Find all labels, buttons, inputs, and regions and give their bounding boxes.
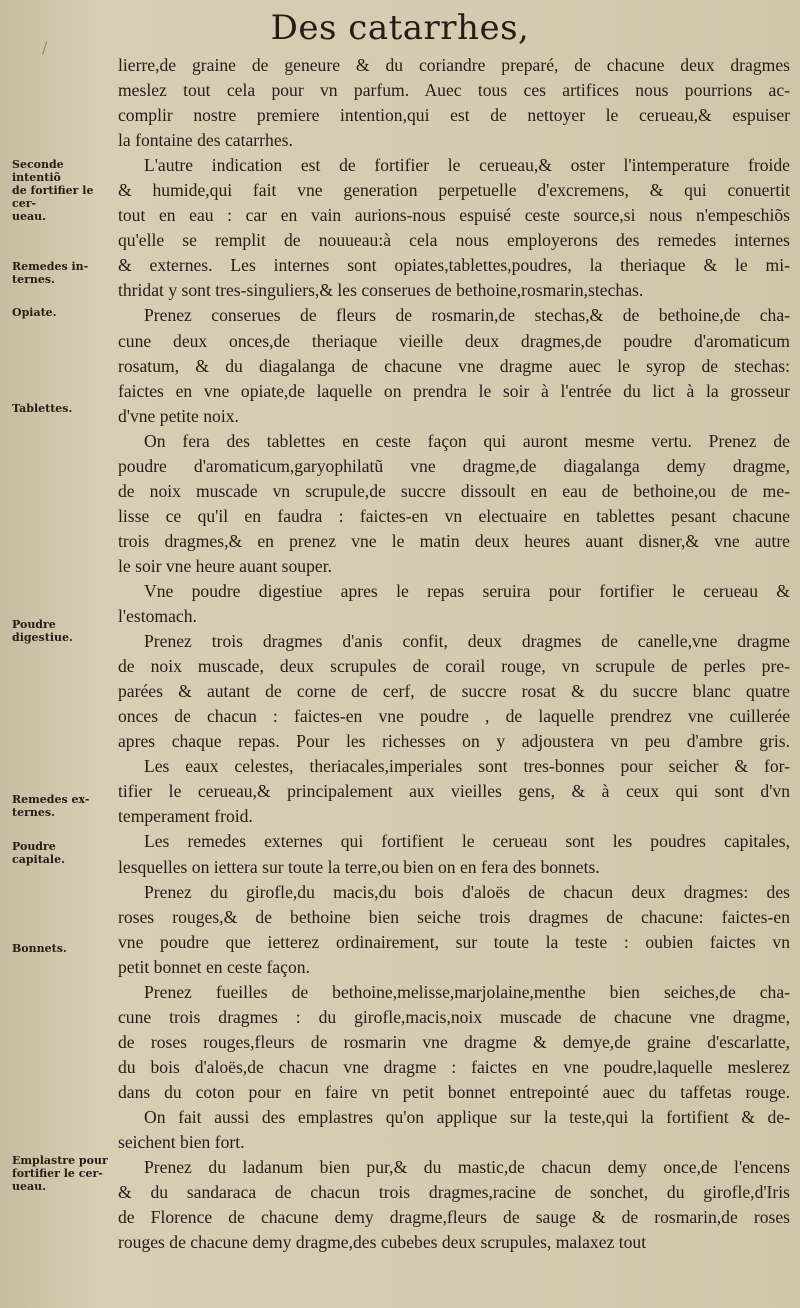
- margin-note-line: ueau.: [12, 1180, 46, 1193]
- text-line: cune trois dragmes : du girofle,macis,noix muscade de chacune vne dragme,: [118, 1006, 790, 1027]
- text-line: cune deux onces,de theriaque vieille deux dragmes,de poudre d'aromaticum: [118, 330, 790, 351]
- margin-note-line: Opiate.: [12, 306, 57, 319]
- margin-note-remedes-internes: [12, 260, 112, 286]
- text-line: & externes. Les internes sont opiates,tablettes,poudres, la theriaque & le mi-: [118, 255, 790, 276]
- margin-note-remedes-externes: [12, 793, 112, 819]
- margin-note-line: Remedes in-: [12, 260, 89, 273]
- margin-note-opiate: [12, 306, 112, 319]
- text-line: Vne poudre digestiue apres le repas seruira pour fortifier le cerueau &: [144, 580, 790, 601]
- text-line: Les remedes externes qui fortifient le cerueau sont les poudres capitales,: [144, 831, 790, 852]
- text-line: poudre d'aromaticum,garyophilatũ vne dragme,de diagalanga demy dragme,: [118, 455, 790, 476]
- text-line: le soir vne heure auant souper.: [118, 555, 332, 576]
- text-line: lierre,de graine de geneure & du coriandre preparé, de chacune deux dragmes: [118, 55, 790, 75]
- text-line: trois dragmes,& en prenez vne le matin deux heures auant disner,& vne autre: [118, 530, 790, 551]
- margin-note-bonnets: [12, 942, 112, 955]
- text-line: seichent bien fort.: [118, 1132, 245, 1153]
- text-line: Prenez conserues de fleurs de rosmarin,de stechas,& de bethoine,de cha-: [144, 305, 790, 326]
- text-line: & du sandaraca de chacun trois dragmes,racine de sonchet, du girofle,d'Iris: [118, 1182, 790, 1203]
- text-line: temperament froid.: [118, 806, 253, 827]
- text-line: Prenez du girofle,du macis,du bois d'aloës de chacun deux dragmes: des: [144, 881, 790, 902]
- text-line: lesquelles on iettera sur toute la terre,ou bien on en fera des bonnets.: [118, 856, 600, 877]
- text-line: vne poudre que ietterez ordinairement, sur toute la teste : oubien faictes vn: [118, 931, 790, 952]
- margin-note-line: de fortifier le cer-: [12, 184, 94, 210]
- text-line: Les eaux celestes, theriacales,imperiales sont tres-bonnes pour seicher & for-: [144, 756, 790, 777]
- margin-note-emplastre: [12, 1154, 112, 1193]
- text-line: parées & autant de corne de cerf, de succre rosat & du succre blanc quatre: [118, 681, 790, 702]
- text-line: tout en eau : car en vain aurions-nous espuisé ceste source,si nous n'empeschiõs: [118, 205, 790, 226]
- text-line: d'vne petite noix.: [118, 405, 239, 426]
- text-line: Prenez fueilles de bethoine,melisse,marjolaine,menthe bien seiches,de cha-: [144, 981, 790, 1002]
- text-line: On fait aussi des emplastres qu'on applique sur la teste,qui la fortifient & de-: [144, 1106, 790, 1127]
- text-line: qu'elle se remplit de nouueau:à cela nous employerons des remedes internes: [118, 230, 790, 251]
- margin-note-line: ueau.: [12, 210, 46, 223]
- text-line: dans du coton pour en faire vn petit bonnet entrepointé auec du taffetas rouge.: [118, 1081, 790, 1102]
- text-line: onces de chacun : faictes-en vne poudre , de laquelle prendrez vne cuillerée: [118, 706, 790, 727]
- text-line: & humide,qui fait vne generation perpetuelle d'excremens, & qui conuertit: [118, 180, 790, 201]
- text-line: de roses rouges,fleurs de rosmarin vne dragme & demye,de graine d'escarlatte,: [118, 1031, 790, 1052]
- margin-note-line: ternes.: [12, 273, 55, 286]
- text-line: rosatum, & du diagalanga de chacune vne dragme auec le syrop de stechas:: [118, 355, 790, 376]
- margin-note-line: fortifier le cer-: [12, 1167, 103, 1180]
- margin-note-line: Poudre capitale.: [12, 840, 65, 866]
- margin-note-line: Emplastre pour: [12, 1154, 108, 1167]
- running-head: Des catarrhes,: [270, 8, 530, 48]
- text-line: meslez tout cela pour vn parfum. Auec tous ces artifices nous pourrions ac-: [118, 80, 790, 101]
- margin-note-line: Tablettes.: [12, 402, 73, 415]
- text-line: du bois d'aloës,de chacun vne dragme : faictes en vne poudre,laquelle meslerez: [118, 1056, 790, 1077]
- text-line: petit bonnet en ceste façon.: [118, 956, 310, 977]
- margin-note-line: Remedes ex-: [12, 793, 90, 806]
- text-line: Prenez trois dragmes d'anis confit, deux dragmes de canelle,vne dragme: [144, 631, 790, 652]
- text-line: Prenez du ladanum bien pur,& du mastic,de chacun demy once,de l'encens: [144, 1157, 790, 1178]
- text-line: l'estomach.: [118, 606, 197, 627]
- text-line: complir nostre premiere intention,qui est de nettoyer le cerueau,& espuiser: [118, 105, 790, 126]
- text-line: tifier le cerueau,& principalement aux vieilles gens, & à ceux qui sont d'vn: [118, 781, 790, 802]
- margin-note-line: ternes.: [12, 806, 55, 819]
- text-line: faictes en vne opiate,de laquelle on prendra le soir à l'entrée du lict à la grosseur: [118, 380, 790, 401]
- text-line: de noix muscade, deux scrupules de corail rouge, vn scrupule de perles pre-: [118, 656, 790, 677]
- text-line: la fontaine des catarrhes.: [118, 130, 293, 151]
- text-line: apres chaque repas. Pour les richesses on y adjoustera vn peu d'ambre gris.: [118, 731, 790, 752]
- text-line: L'autre indication est de fortifier le cerueau,& oster l'intemperature froide: [144, 155, 790, 176]
- text-line: On fera des tablettes en ceste façon qui auront mesme vertu. Prenez de: [144, 430, 790, 451]
- margin-note-seconde-intention: [12, 158, 112, 223]
- text-line: thridat y sont tres-singuliers,& les conserues de bethoine,rosmarin,stechas.: [118, 280, 644, 301]
- text-line: roses rouges,& de bethoine bien seiche trois dragmes de chacune: faictes-en: [118, 906, 790, 927]
- margin-note-line: Poudre digestiue.: [12, 618, 73, 644]
- text-line: lisse ce qu'il en faudra : faictes-en vn electuaire en tablettes pesant chacune: [118, 505, 790, 526]
- text-line: de noix muscade vn scrupule,de succre dissoult en eau de bethoine,ou de me-: [118, 480, 790, 501]
- text-line: de Florence de chacune demy dragme,fleurs de sauge & de rosmarin,de roses: [118, 1207, 790, 1228]
- margin-note-line: Seconde intentiõ: [12, 158, 64, 184]
- body-text: [118, 53, 790, 1255]
- stray-mark: /: [42, 38, 48, 57]
- margin-note-poudre-digestive: [12, 618, 112, 644]
- text-line: rouges de chacune demy dragme,des cubebes deux scrupules, malaxez tout: [118, 1232, 647, 1253]
- margin-note-tablettes: [12, 402, 112, 415]
- margin-note-line: Bonnets.: [12, 942, 67, 955]
- margin-note-poudre-capitale: [12, 840, 112, 866]
